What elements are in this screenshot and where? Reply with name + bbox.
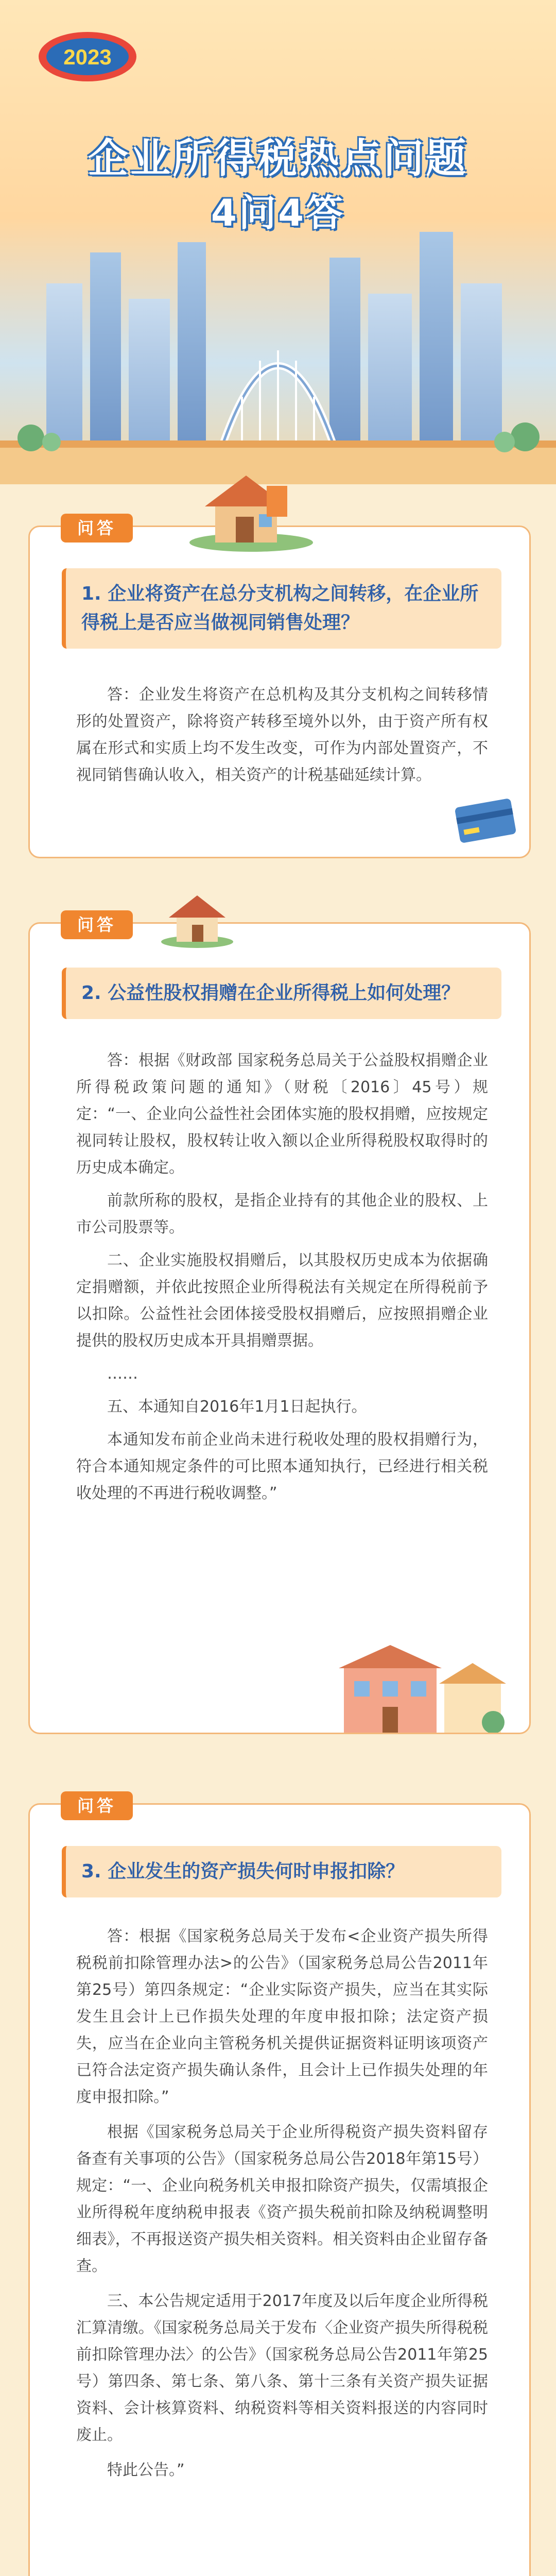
answer-paragraph: 答：根据《国家税务总局关于发布<企业资产损失所得税税前扣除管理办法>的公告》（国家税务总局公告2011年第25号）第四条规定：“企业实际资产损失，应当在其实际发生且会计上已作损失处理的年度申报扣除；法定资产损失，应当在企业向主管税务机关提供证据资料证明该项资产已符合法定资产损失确认条件，且会计上已作损失处理的年度申报扣除。” [76,1927,488,2106]
qa-tag: 问答 [61,1791,133,1820]
answer-text [76,1047,488,1507]
house-decoration-icon [159,888,236,950]
answer-paragraph: 答：企业发生将资产在总机构及其分支机构之间转移情形的处置资产，除将资产转移至境外以外，由于资产所有权属在形式和实质上均不发生改变，可作为内部处置资产，不视同销售确认收入，相关资产的计税基础延续计算。 [76,686,488,784]
page-subtitle: 4问4答 [211,191,345,234]
year-badge-logo [36,28,139,85]
question-box [62,968,501,1019]
svg-text:2023: 2023 [63,45,112,69]
answer-paragraph: 二、企业实施股权捐赠后，以其股权历史成本为依据确定捐赠额，并依此按照企业所得税法有关规定在所得税前予以扣除。公益性社会团体接受股权捐赠后，应按照捐赠企业提供的股权历史成本开具捐赠票据。 [76,1251,488,1350]
page-title: 企业所得税热点问题 [88,135,468,182]
answer-text [76,1923,488,2484]
building-decoration-icon [339,1645,509,1733]
question-box [62,1846,501,1897]
hero-banner [0,0,556,484]
question-text: 2. 公益性股权捐赠在企业所得税上如何处理？ [81,982,460,1004]
answer-paragraph: 前款所称的股权，是指企业持有的其他企业的股权、上市公司股票等。 [76,1192,488,1236]
answer-paragraph: 三、本公告规定适用于2017年度及以后年度企业所得税汇算清缴。《国家税务总局关于发布〈企业资产损失所得税税前扣除管理办法〉的公告》（国家税务总局公告2011年第25号）第四条、第七条、第八条、第十三条有关资产损失证据资料、会计核算资料、纳税资料等相关资料报送的内容同时废止。 [76,2292,488,2444]
answer-paragraph: 五、本通知自2016年1月1日起执行。 [107,1398,367,1416]
qa-tag: 问答 [61,910,133,939]
bank-card-icon [452,790,519,846]
answer-text [76,682,488,789]
city-skyline-illustration [0,222,556,484]
question-box [62,568,501,649]
qa-tag: 问答 [61,514,133,543]
house-decoration-icon [184,465,318,553]
question-text: 1. 企业将资产在总分支机构之间转移，在企业所得税上是否应当做视同销售处理？ [81,583,479,633]
qa-card-3 [28,1796,531,2576]
answer-paragraph: …… [107,1365,138,1383]
qa-card-1 [28,518,531,858]
answer-paragraph: 特此公告。” [107,2461,185,2479]
qa-card-2 [28,915,531,1734]
question-text: 3. 企业发生的资产损失何时申报扣除？ [81,1861,405,1882]
answer-paragraph: 答：根据《财政部 国家税务总局关于公益股权捐赠企业所得税政策问题的通知》（财税〔2016〕45号）规定：“一、企业向公益性社会团体实施的股权捐赠，应按规定视同转让股权，股权转让收入额以企业所得税股权取得时的历史成本确定。 [76,1052,488,1177]
answer-paragraph: 本通知发布前企业尚未进行税收处理的股权捐赠行为，符合本通知规定条件的可比照本通知执行，已经进行相关税收处理的不再进行税收调整。” [76,1431,488,1502]
answer-paragraph: 根据《国家税务总局关于企业所得税资产损失资料留存备查有关事项的公告》（国家税务总局公告2018年第15号）规定：“一、企业向税务机关申报扣除资产损失，仅需填报企业所得税年度纳税申报表《资产损失税前扣除及纳税调整明细表》，不再报送资产损失相关资料。相关资料由企业留存备查。 [76,2123,488,2275]
